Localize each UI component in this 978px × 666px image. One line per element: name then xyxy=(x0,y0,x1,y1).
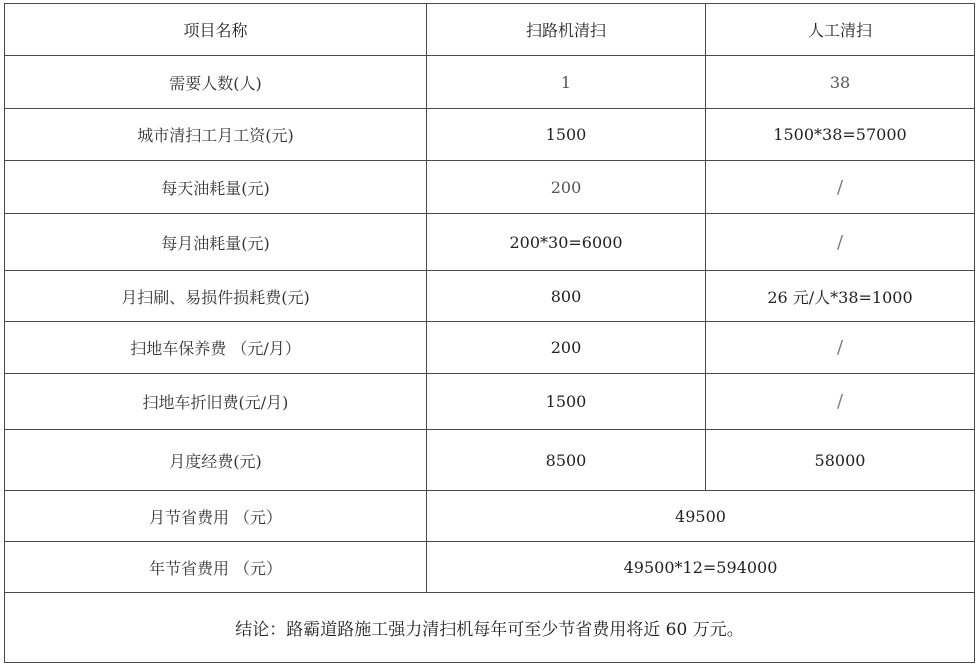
row-label: 城市清扫工月工资(元) xyxy=(5,109,427,161)
sweeper-value: 1500 xyxy=(427,374,706,430)
manual-value: / xyxy=(706,161,975,214)
savings-value: 49500*12=594000 xyxy=(427,542,975,593)
sweeper-value: 800 xyxy=(427,271,706,322)
table-row xyxy=(5,214,975,271)
header-item-name: 项目名称 xyxy=(5,4,427,56)
cost-comparison-table xyxy=(4,3,975,663)
manual-value: 26 元/人*38=1000 xyxy=(706,271,975,322)
table-row xyxy=(5,374,975,430)
savings-row xyxy=(5,542,975,593)
row-label: 每天油耗量(元) xyxy=(5,161,427,214)
sweeper-value: 1 xyxy=(427,56,706,109)
savings-row xyxy=(5,491,975,542)
manual-value: / xyxy=(706,322,975,374)
row-label: 月节省费用 （元） xyxy=(5,491,427,542)
row-label: 年节省费用 （元） xyxy=(5,542,427,593)
conclusion-row xyxy=(5,593,975,663)
table-row xyxy=(5,271,975,322)
sweeper-value: 200*30=6000 xyxy=(427,214,706,271)
row-label: 月度经费(元) xyxy=(5,430,427,491)
header-row xyxy=(5,4,975,56)
table-row xyxy=(5,109,975,161)
row-label: 扫地车保养费 （元/月） xyxy=(5,322,427,374)
table-row xyxy=(5,430,975,491)
manual-value: 1500*38=57000 xyxy=(706,109,975,161)
sweeper-value: 1500 xyxy=(427,109,706,161)
table-row xyxy=(5,322,975,374)
manual-value: 38 xyxy=(706,56,975,109)
row-label: 扫地车折旧费(元/月) xyxy=(5,374,427,430)
sweeper-value: 200 xyxy=(427,322,706,374)
header-sweeper: 扫路机清扫 xyxy=(427,4,706,56)
manual-value: 58000 xyxy=(706,430,975,491)
row-label: 每月油耗量(元) xyxy=(5,214,427,271)
manual-value: / xyxy=(706,374,975,430)
row-label: 月扫刷、易损件损耗费(元) xyxy=(5,271,427,322)
savings-value: 49500 xyxy=(427,491,975,542)
conclusion-text: 结论：路霸道路施工强力清扫机每年可至少节省费用将近 60 万元。 xyxy=(5,593,975,663)
sweeper-value: 8500 xyxy=(427,430,706,491)
row-label: 需要人数(人) xyxy=(5,56,427,109)
header-manual: 人工清扫 xyxy=(706,4,975,56)
manual-value: / xyxy=(706,214,975,271)
table-row xyxy=(5,161,975,214)
sweeper-value: 200 xyxy=(427,161,706,214)
table-row xyxy=(5,56,975,109)
